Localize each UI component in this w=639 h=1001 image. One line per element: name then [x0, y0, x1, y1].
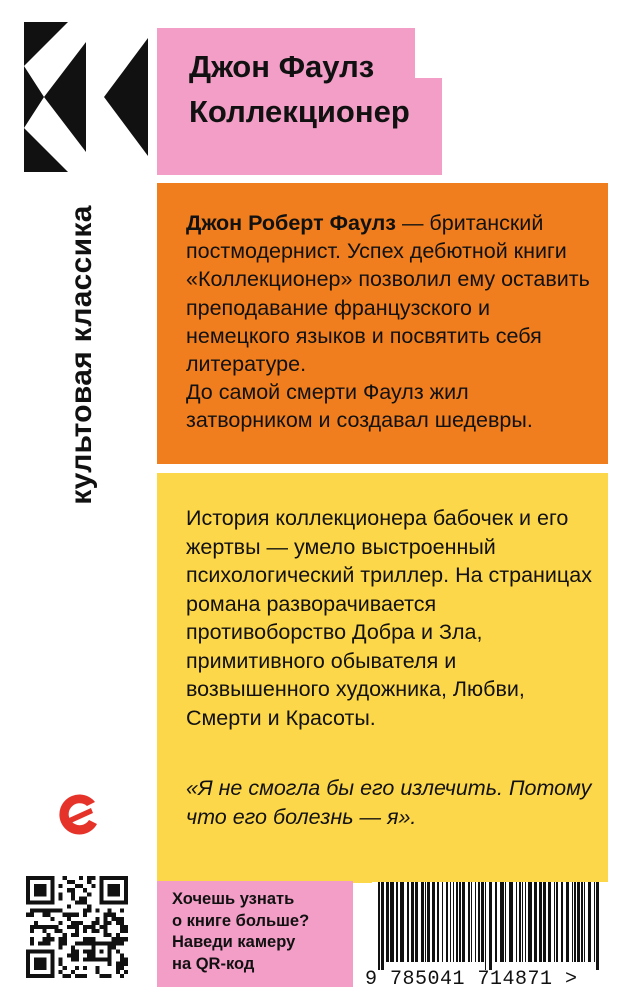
qr-call-to-action [172, 889, 350, 975]
qr-cta-line-3: Наведи камеру [172, 933, 296, 951]
author-name: Джон Фаулз [189, 49, 375, 84]
book-quote [186, 774, 596, 831]
author-bio [186, 209, 596, 435]
quote-text: «Я не смогла бы его излечить. Потому что его болезнь — я». [186, 776, 592, 829]
series-name: культовая классика [65, 205, 98, 505]
isbn-number: 9 785041 714871 > [365, 968, 578, 991]
series-label [56, 180, 108, 530]
qr-cta-line-4: на QR-код [172, 954, 255, 973]
qr-code-icon[interactable] [26, 876, 128, 978]
blurb-text: История коллекционера бабочек и его жертвы — умело выстроенный психологический триллер. На страницах романа разворачивается противоборство Добра и Зла, примитивного обывателя и возвышенного художника, Любви, Смерти и Красоты. [186, 506, 592, 730]
barcode-icon [372, 882, 608, 970]
book-blurb [186, 504, 596, 732]
qr-cta-line-1: Хочешь узнать [172, 890, 295, 908]
bio-author-name: Джон Роберт Фаулз [186, 211, 396, 235]
qr-cta-line-2: о книге больше? [172, 911, 310, 930]
bio-text-2: До самой смерти Фаулз жил затворником и создавал шедевры. [186, 380, 533, 433]
publisher-logo-icon [24, 22, 148, 172]
bio-text: — британский постмодернист. Успех дебютной книги «Коллекционер» позволил ему оставить преподавание французского и немецкого языков и посвятить себя литературе. [186, 211, 590, 377]
publisher-emblem-icon [55, 790, 103, 838]
book-title: Коллекционер [189, 94, 410, 129]
